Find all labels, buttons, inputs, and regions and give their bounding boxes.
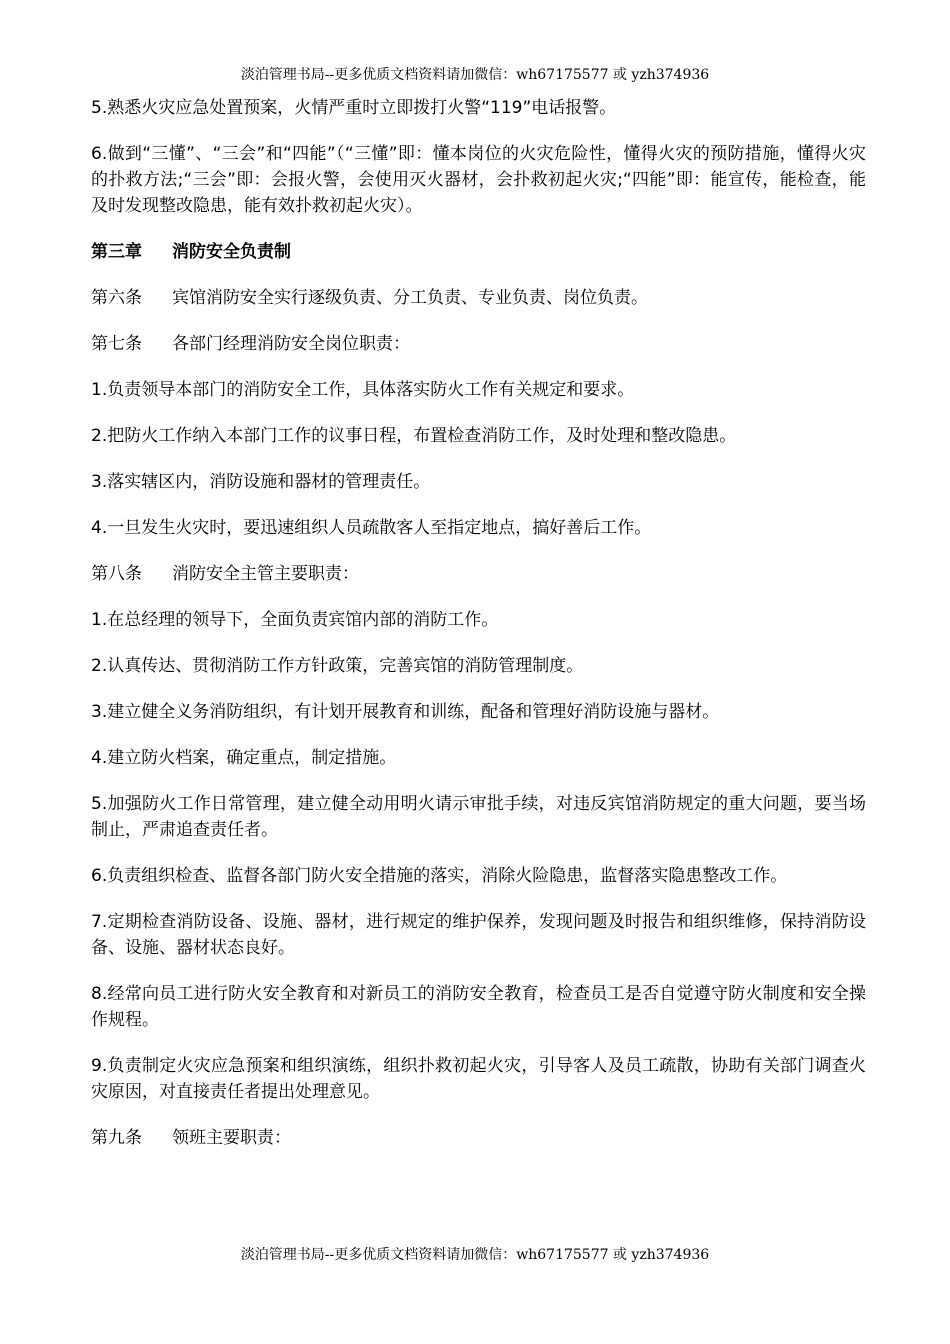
article-8-item-5: 5.加强防火工作日常管理，建立健全动用明火请示审批手续，对违反宾馆消防规定的重大问题，要当场制止，严肃追查责任者。 xyxy=(91,794,866,840)
article-6-number: 第六条 xyxy=(91,288,142,308)
article-8-item-4: 4.建立防火档案，确定重点，制定措施。 xyxy=(91,748,397,768)
article-9-text: 领班主要职责： xyxy=(172,1128,291,1148)
document-body xyxy=(91,95,866,1171)
article-6 xyxy=(91,285,866,311)
article-7-item-1: 1.负责领导本部门的消防安全工作，具体落实防火工作有关规定和要求。 xyxy=(91,380,635,400)
article-6-text: 宾馆消防安全实行逐级负责、分工负责、专业负责、岗位负责。 xyxy=(172,288,648,308)
article-8-item-2: 2.认真传达、贯彻消防工作方针政策，完善宾馆的消防管理制度。 xyxy=(91,656,584,676)
article-7-item-3: 3.落实辖区内，消防设施和器材的管理责任。 xyxy=(91,472,431,492)
article-8-item-8: 8.经常向员工进行防火安全教育和对新员工的消防安全教育，检查员工是否自觉遵守防火制度和安全操作规程。 xyxy=(91,984,866,1030)
page-footer: 淡泊管理书局--更多优质文档资料请加微信：wh67175577 或 yzh374936 xyxy=(240,1247,710,1263)
page-header: 淡泊管理书局--更多优质文档资料请加微信：wh67175577 或 yzh374936 xyxy=(240,67,710,83)
article-8-text: 消防安全主管主要职责： xyxy=(172,564,359,584)
article-8-item-9: 9.负责制定火灾应急预案和组织演练，组织扑救初起火灾，引导客人及员工疏散，协助有关部门调查火灾原因，对直接责任者提出处理意见。 xyxy=(91,1056,866,1102)
article-7-text: 各部门经理消防安全岗位职责： xyxy=(172,334,410,354)
article-7 xyxy=(91,331,866,357)
chapter-title: 消防安全负责制 xyxy=(172,242,291,262)
article-7-item-2: 2.把防火工作纳入本部门工作的议事日程，布置检查消防工作，及时处理和整改隐患。 xyxy=(91,426,737,446)
article-9 xyxy=(91,1125,866,1151)
article-8-item-6: 6.负责组织检查、监督各部门防火安全措施的落实，消除火险隐患，监督落实隐患整改工作。 xyxy=(91,866,788,886)
article-9-number: 第九条 xyxy=(91,1128,142,1148)
article-8-item-1: 1.在总经理的领导下，全面负责宾馆内部的消防工作。 xyxy=(91,610,499,630)
article-7-item-4: 4.一旦发生火灾时，要迅速组织人员疏散客人至指定地点，搞好善后工作。 xyxy=(91,518,652,538)
article-7-number: 第七条 xyxy=(91,334,142,354)
chapter-heading xyxy=(91,239,866,265)
article-8 xyxy=(91,561,866,587)
article-8-item-3: 3.建立健全义务消防组织，有计划开展教育和训练，配备和管理好消防设施与器材。 xyxy=(91,702,720,722)
paragraph-item-5: 5.熟悉火灾应急处置预案，火情严重时立即拨打火警“119”电话报警。 xyxy=(91,98,617,118)
paragraph-item-6: 6.做到“三懂”、“三会”和“四能”（“三懂”即：懂本岗位的火灾危险性，懂得火灾的预防措施，懂得火灾的扑救方法;“三会”即：会报火警，会使用灭火器材，会扑救初起火灾;“四能”即：能宣传，能检查，能及时发现整改隐患，能有效扑救初起火灾）。 xyxy=(91,144,866,216)
article-8-number: 第八条 xyxy=(91,564,142,584)
article-8-item-7: 7.定期检查消防设备、设施、器材，进行规定的维护保养，发现问题及时报告和组织维修，保持消防设备、设施、器材状态良好。 xyxy=(91,912,866,958)
chapter-number: 第三章 xyxy=(91,242,142,262)
